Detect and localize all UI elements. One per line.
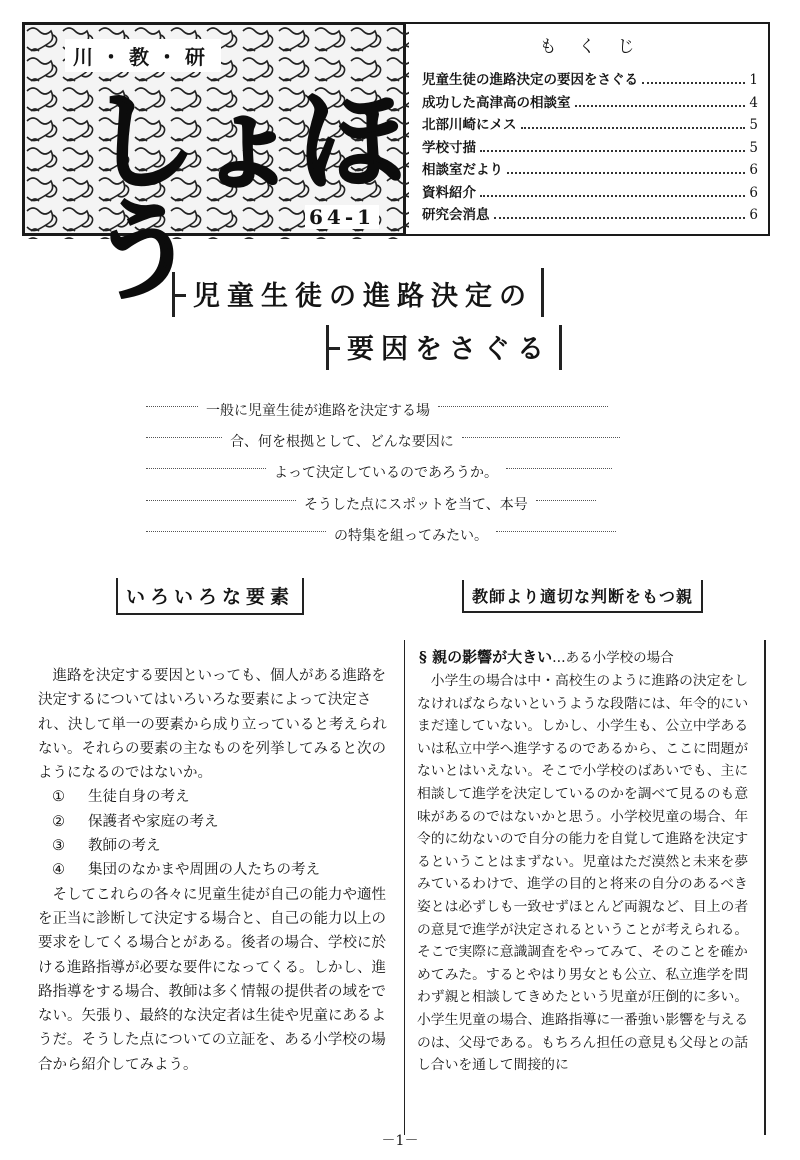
- intro-leader: [146, 531, 326, 532]
- list-item: [52, 785, 396, 809]
- left-paragraph-2: そしてこれらの各々に児童生徒が自己の能力や適性を正当に診断して決定する場合と、自己の能力以上の要求をしてくる場合とがある。後者の場合、学校に於ける進路指導が必要な要件になってくる。しかし、進路指導をする場合、教師は多く情報の提供者の域をでない。矢張り、最終的な決定者は生徒や児童にあるようだ。そうした点についての立証を、ある小学校の場合から紹介してみよう。: [38, 886, 386, 1073]
- intro-text: よって決定しているのであろうか。: [274, 465, 498, 481]
- left-paragraph-1: 進路を決定する要因といっても、個人がある進路を決定するについてはいろいろな要素によって決定され、決して単一の要素から成り立っていると考えられない。それらの要素の主なものを列挙してみると次のようになるのではないか。: [38, 668, 387, 782]
- toc-leader: [575, 105, 746, 107]
- factor-list: [38, 785, 396, 882]
- left-column: [38, 664, 396, 1077]
- toc-item-title: 成功した高津高の相談室: [422, 94, 571, 111]
- intro-leader: [506, 468, 612, 469]
- intro-leader: [438, 406, 608, 407]
- toc-leader: [480, 150, 745, 152]
- toc-leader: [521, 127, 746, 129]
- intro-leader: [462, 437, 620, 438]
- list-number: ②: [52, 813, 65, 830]
- toc-leader: [494, 217, 746, 219]
- intro-leader: [146, 468, 266, 469]
- list-number: ③: [52, 838, 65, 855]
- toc-item[interactable]: [422, 158, 758, 181]
- article-title-text-1: 児童生徒の進路決定の: [193, 281, 533, 312]
- toc-item-title: 相談室だより: [422, 162, 503, 178]
- intro-leader: [146, 406, 198, 407]
- intro-line: [146, 462, 612, 482]
- intro-leader: [496, 531, 616, 532]
- toc-item-page: 5: [749, 139, 758, 156]
- article-title-line-1: [172, 272, 544, 317]
- list-text: 集団のなかまや周囲の人たちの考え: [88, 862, 320, 879]
- toc-item[interactable]: [422, 136, 758, 159]
- toc-item[interactable]: [422, 68, 758, 91]
- toc-item-page: 6: [749, 207, 758, 223]
- right-section-heading: 教師より適切な判断をもつ親: [462, 580, 703, 613]
- intro-line: [146, 400, 608, 420]
- list-item: [52, 834, 396, 858]
- toc-item-page: 5: [749, 117, 758, 133]
- toc-item[interactable]: [422, 91, 758, 114]
- list-text: 保護者や家庭の考え: [88, 813, 219, 830]
- subheading-main: § 親の影響が大きい: [419, 648, 553, 666]
- issue-number: 64-1: [305, 205, 379, 229]
- toc-heading: もくじ: [539, 37, 657, 57]
- list-item: [52, 810, 396, 834]
- toc-item-title: 研究会消息: [422, 207, 490, 223]
- toc-item[interactable]: [422, 203, 758, 226]
- intro-line: [146, 431, 620, 451]
- intro-leader: [536, 500, 596, 501]
- list-number: ④: [52, 862, 65, 879]
- toc-item-page: 1: [749, 72, 758, 88]
- article-title-line-2: [326, 325, 562, 370]
- toc-item-page: 6: [749, 162, 758, 178]
- article-title-text-2: 要因をさぐる: [347, 334, 551, 365]
- org-name: 川・教・研: [65, 39, 221, 72]
- toc-leader: [480, 195, 745, 197]
- table-of-contents: [406, 22, 770, 236]
- toc-list: [422, 68, 758, 226]
- right-paragraph: 小学生の場合は中・高校生のように進路の決定をしなければならないというような段階には、年令的にいまだ達していない。しかし、小学生も、公立中学あるいは私立中学へ進学するのであるから、ここに問題がないとはいえない。そこで小学校のばあいでも、主に相談して進学を決定しているのかを調べて見るのも意味があるのではないかと思う。小学校児童の場合、年令的に幼ないので自分の能力を自覚して進路を決定するということはまずない。児童はただ漠然と未来を夢みているわけで、進学の目的と将来の自分のあるべき姿とは必ずしも一致せずほとんど両親など、目上の者の意見で進学が決定されるということが考えられる。そこで実際に意識調査をやってみて、そのことを確かめてみた。するとやはり男女とも公立、私立進学を問わず親と相談してきめたという児童が圧倒的に多い。小学生児童の場合、進路指導に一番強い影響を与えるのは、父母である。もちろん担任の意見も父母との話し合いを通して間接的に: [417, 673, 749, 1074]
- list-text: 生徒自身の考え: [88, 789, 190, 806]
- intro-text: 一般に児童生徒が進路を決定する場: [206, 403, 430, 419]
- toc-item-title: 児童生徒の進路決定の要因をさぐる: [422, 72, 638, 88]
- intro-line: [146, 494, 596, 514]
- toc-leader: [642, 82, 745, 84]
- list-text: 教師の考え: [88, 838, 161, 855]
- toc-item[interactable]: [422, 113, 758, 136]
- toc-item-title: 資料紹介: [422, 184, 476, 201]
- subheading-small: …ある小学校の場合: [552, 650, 674, 666]
- toc-item-title: 学校寸描: [422, 139, 476, 156]
- toc-item-page: 4: [749, 94, 758, 111]
- toc-item-page: 6: [749, 184, 758, 201]
- right-subheading: [419, 646, 674, 667]
- intro-leader: [146, 437, 222, 438]
- intro-text: の特集を組ってみたい。: [334, 528, 488, 544]
- left-section-heading: いろいろな要素: [116, 578, 304, 615]
- page-number: －1－: [381, 1133, 419, 1149]
- newsletter-title: しょほう: [89, 79, 402, 315]
- intro-line: [146, 525, 616, 545]
- toc-item-title: 北部川崎にメス: [422, 117, 517, 133]
- toc-item[interactable]: [422, 181, 758, 204]
- intro-text: そうした点にスポットを当て、本号: [304, 497, 528, 513]
- intro-text: 合、何を根拠として、どんな要因に: [230, 434, 454, 450]
- toc-leader: [507, 172, 745, 174]
- right-column: [404, 640, 766, 1135]
- intro-leader: [146, 500, 296, 501]
- list-number: ①: [52, 789, 65, 806]
- list-item: [52, 858, 396, 882]
